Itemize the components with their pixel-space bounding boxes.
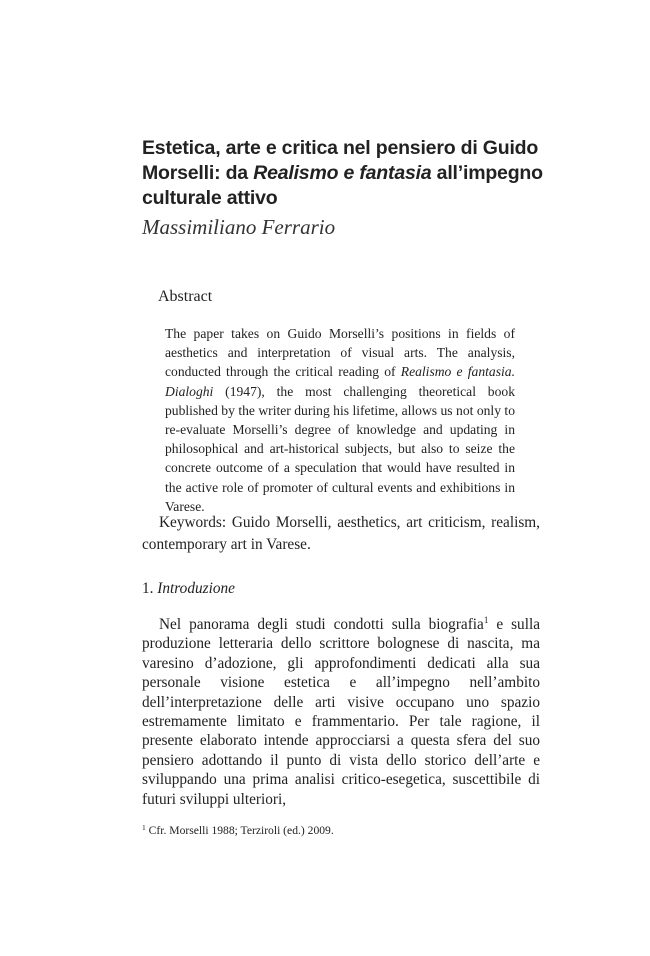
section-heading <box>142 580 235 598</box>
abstract-italic-book: Realismo e fantasia. Dialoghi <box>165 364 515 399</box>
body-text-1: Nel panorama degli studi condotti sulla biografia <box>159 616 484 633</box>
section-title: Introduzione <box>157 580 235 597</box>
article-title <box>142 136 582 211</box>
author-name: Massimiliano Ferrario <box>142 215 336 239</box>
abstract-text-2: (1947), the most challenging theoretical book published by the writer during his lifetime, allows us not only to re-evaluate Morselli’s degree of knowledge and updating in philosophical and art-historical subjects, but also to seize the concrete outcome of a speculation that would have resulted in the active role of promoter of cultural events and exhibitions in Varese. <box>165 383 515 514</box>
footnote-reference[interactable]: 1 <box>483 615 489 625</box>
footnote <box>142 824 334 837</box>
section-number: 1. <box>142 580 158 597</box>
abstract-body <box>165 324 515 516</box>
abstract-heading: Abstract <box>158 288 213 305</box>
body-paragraph <box>142 615 540 809</box>
body-text-2: e sulla produzione letteraria dello scrittore bolognese di nascita, ma varesino d’adozione, gli approfondimenti dedicati alla sua personale visione estetica e all’impegno nell’ambito dell’interpretazione delle arti visive occupano uno spazio estremamente limitato e frammentario. Per tale ragione, il presente elaborato intende approcciarsi a questa sfera del suo pensiero adottando il punto di vista dello storico dell’arte e sviluppando una prima analisi critico-esegetica, suscettibile di futuri sviluppi ulteriori, <box>142 616 540 808</box>
footnote-number: 1 <box>142 823 146 832</box>
title-part-1: Estetica, arte e critica nel pensiero di Guido Morselli: da <box>142 137 539 184</box>
abstract-text-1: The paper takes on Guido Morselli’s positions in fields of aesthetics and interpretation of visual arts. The analysis, conducted through the critical reading of <box>165 326 515 380</box>
title-part-2: all’impegno culturale attivo <box>142 162 543 209</box>
title-italic-book: Realismo e fantasia <box>253 162 432 184</box>
keywords: Keywords: Guido Morselli, aesthetics, art criticism, realism, contemporary art in Varese. <box>142 514 540 553</box>
footnote-text: Cfr. Morselli 1988; Terziroli (ed.) 2009. <box>145 824 334 837</box>
